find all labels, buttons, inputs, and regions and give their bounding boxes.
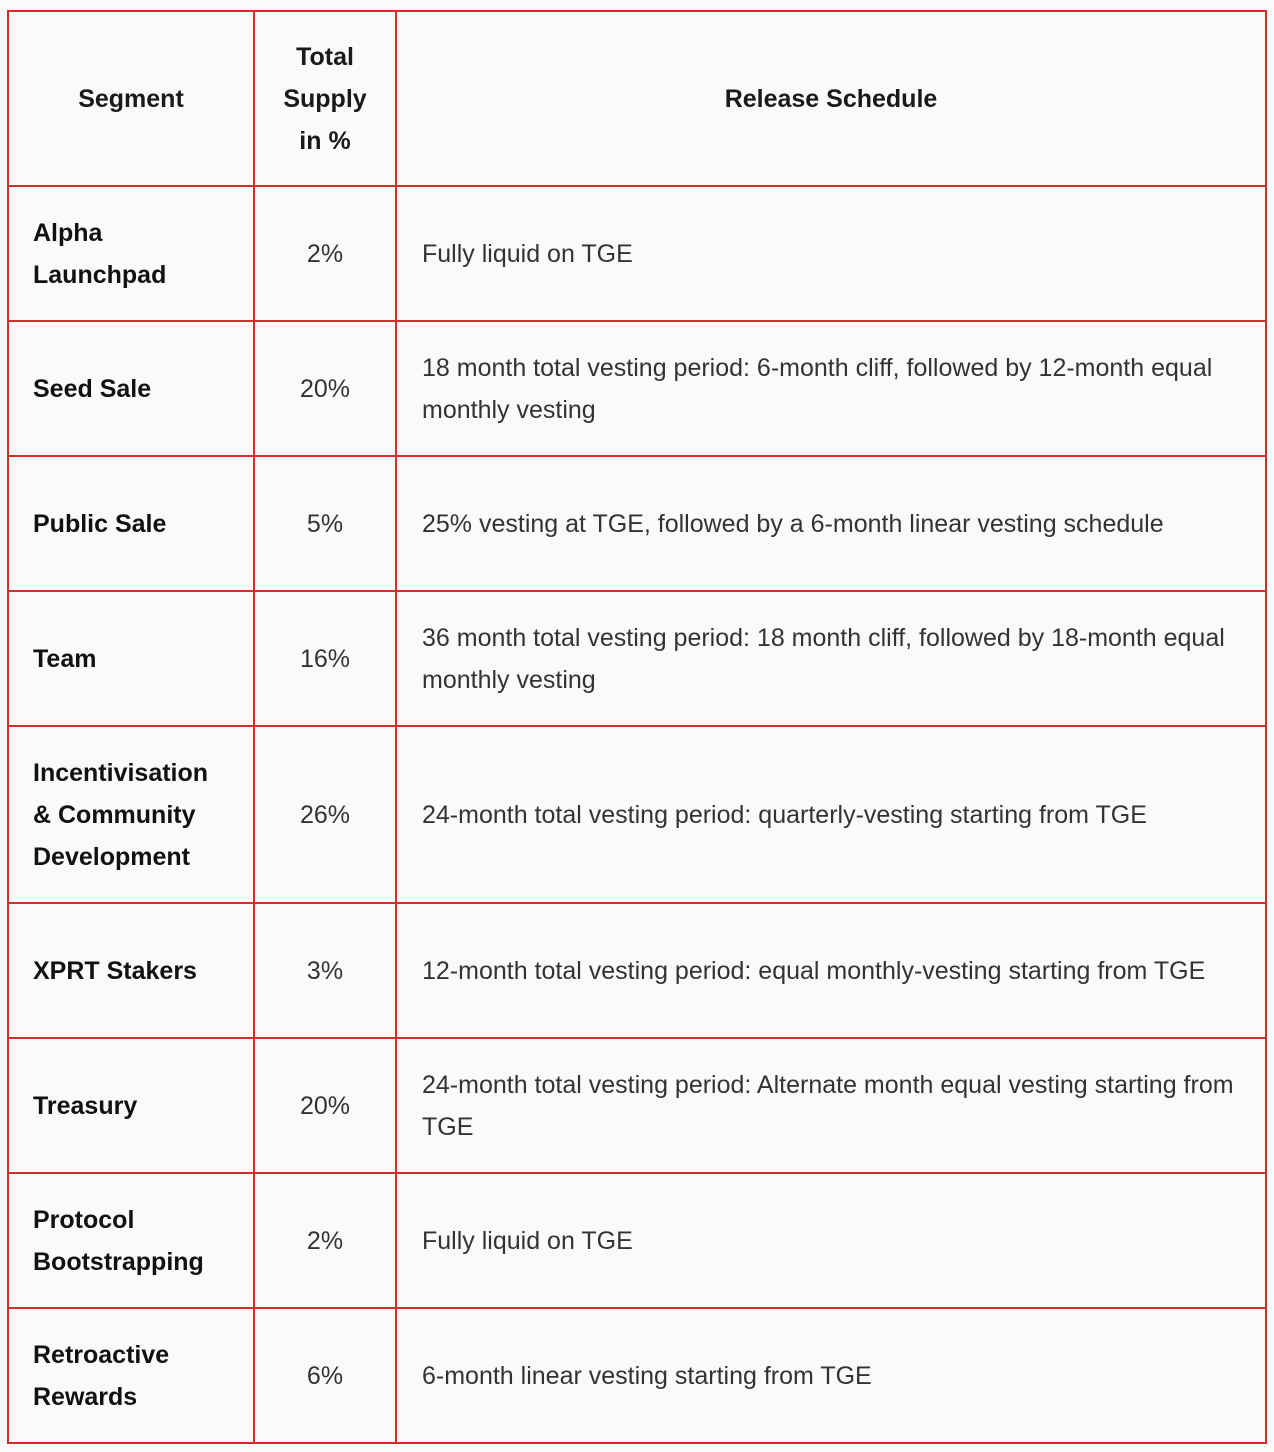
token-allocation-table xyxy=(7,10,1267,1444)
supply-cell: 16% xyxy=(254,591,396,726)
table-body xyxy=(8,186,1266,1443)
table-row xyxy=(8,1038,1266,1173)
release-schedule-cell: Fully liquid on TGE xyxy=(396,186,1266,321)
release-schedule-cell: 36 month total vesting period: 18 month cliff, followed by 18-month equal monthly vesting xyxy=(396,591,1266,726)
segment-cell: Team xyxy=(8,591,254,726)
release-schedule-cell: 6-month linear vesting starting from TGE xyxy=(396,1308,1266,1443)
segment-cell: Public Sale xyxy=(8,456,254,591)
header-release-schedule: Release Schedule xyxy=(396,11,1266,186)
segment-cell: Retroactive Rewards xyxy=(8,1308,254,1443)
release-schedule-cell: 12-month total vesting period: equal monthly-vesting starting from TGE xyxy=(396,903,1266,1038)
supply-cell: 26% xyxy=(254,726,396,903)
supply-cell: 5% xyxy=(254,456,396,591)
table-row xyxy=(8,321,1266,456)
table-row xyxy=(8,726,1266,903)
supply-cell: 2% xyxy=(254,186,396,321)
header-row xyxy=(8,11,1266,186)
segment-cell: Protocol Bootstrapping xyxy=(8,1173,254,1308)
segment-cell: Alpha Launchpad xyxy=(8,186,254,321)
table-row xyxy=(8,903,1266,1038)
table-row xyxy=(8,1308,1266,1443)
release-schedule-cell: 25% vesting at TGE, followed by a 6-month linear vesting schedule xyxy=(396,456,1266,591)
segment-cell: Incentivisation & Community Development xyxy=(8,726,254,903)
table-row xyxy=(8,456,1266,591)
table-row xyxy=(8,591,1266,726)
table-row xyxy=(8,1173,1266,1308)
supply-cell: 20% xyxy=(254,1038,396,1173)
release-schedule-cell: Fully liquid on TGE xyxy=(396,1173,1266,1308)
segment-cell: Seed Sale xyxy=(8,321,254,456)
table-row xyxy=(8,186,1266,321)
header-segment: Segment xyxy=(8,11,254,186)
segment-cell: XPRT Stakers xyxy=(8,903,254,1038)
supply-cell: 20% xyxy=(254,321,396,456)
supply-cell: 2% xyxy=(254,1173,396,1308)
header-total-supply: Total Supply in % xyxy=(254,11,396,186)
segment-cell: Treasury xyxy=(8,1038,254,1173)
supply-cell: 6% xyxy=(254,1308,396,1443)
supply-cell: 3% xyxy=(254,903,396,1038)
release-schedule-cell: 24-month total vesting period: Alternate month equal vesting starting from TGE xyxy=(396,1038,1266,1173)
release-schedule-cell: 18 month total vesting period: 6-month cliff, followed by 12-month equal monthly vesting xyxy=(396,321,1266,456)
release-schedule-cell: 24-month total vesting period: quarterly-vesting starting from TGE xyxy=(396,726,1266,903)
